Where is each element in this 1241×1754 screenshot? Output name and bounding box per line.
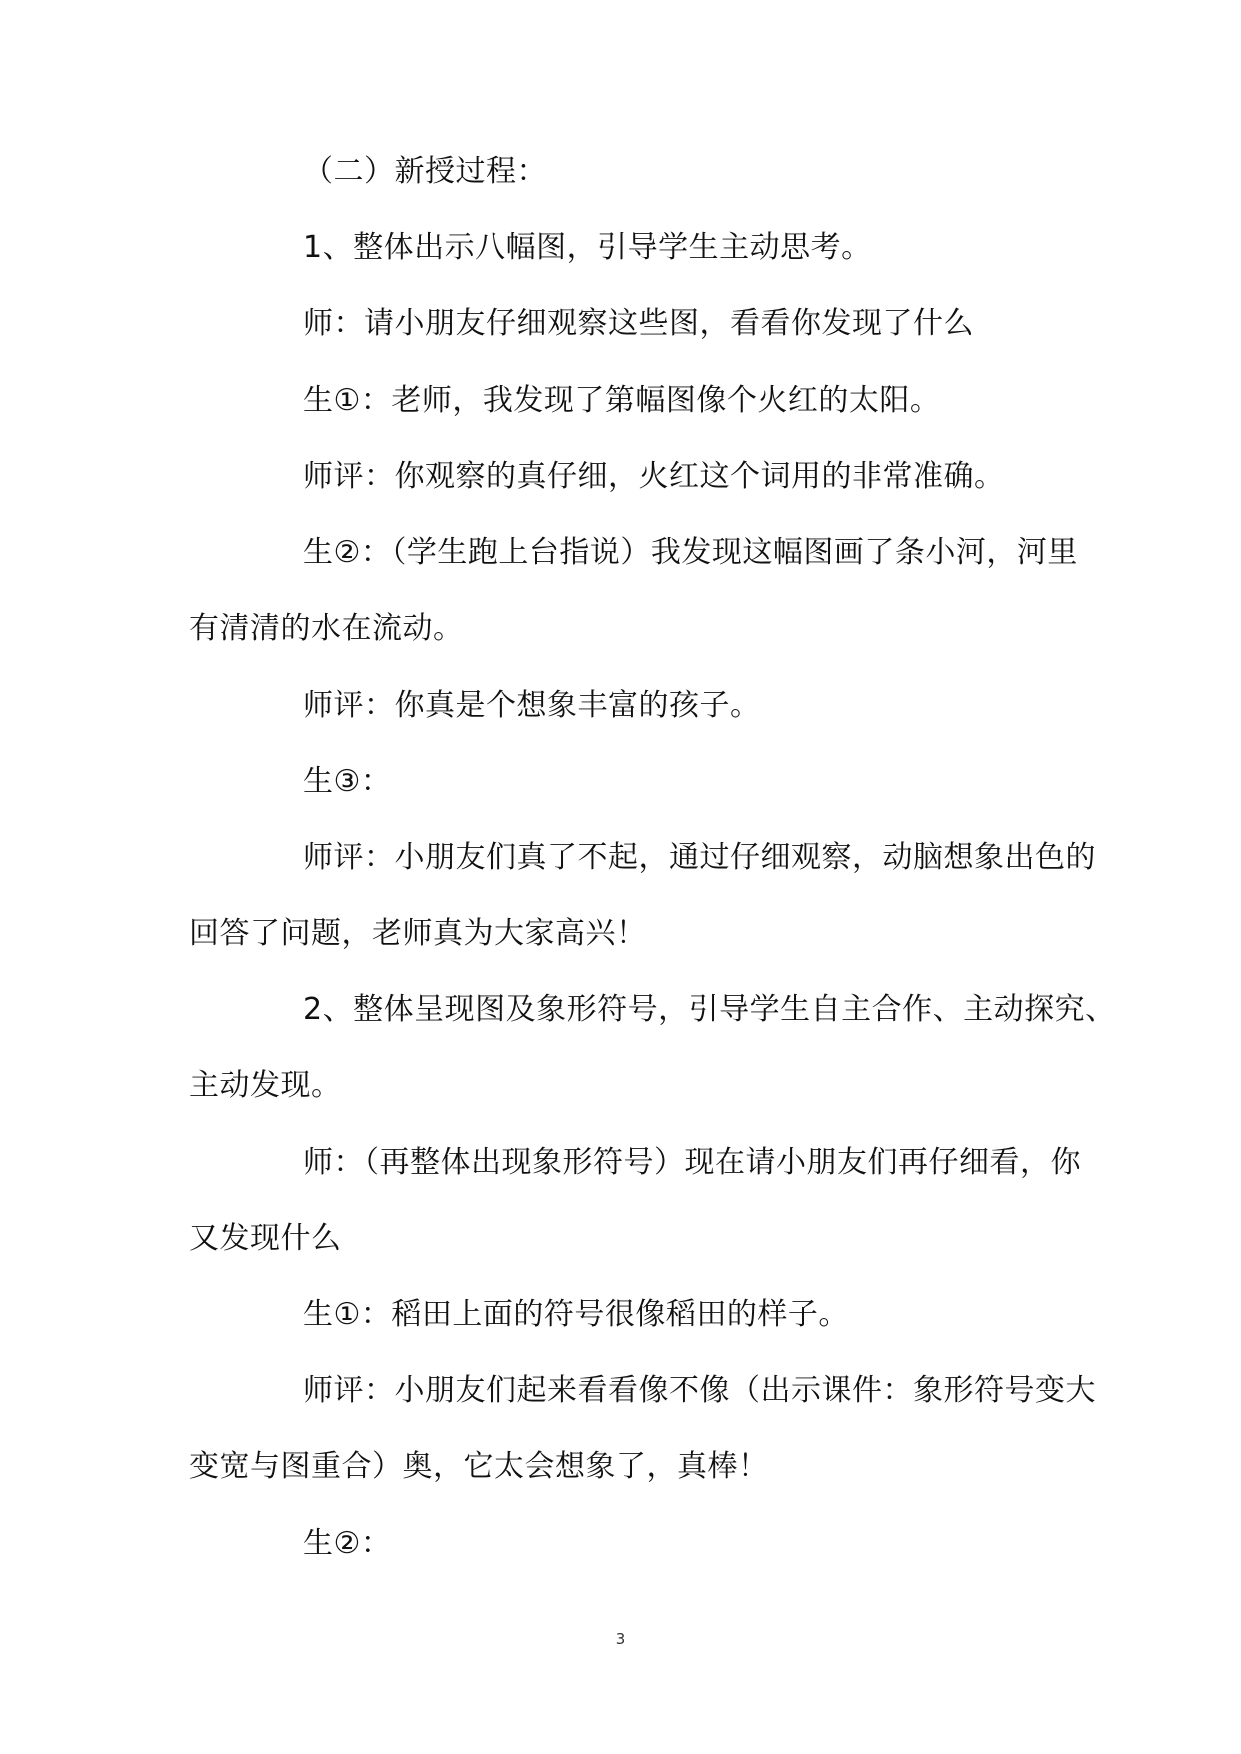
paragraph-line: 师评：你观察的真仔细，火红这个词用的非常准确。 <box>303 459 1005 494</box>
paragraph-line: 生①：稻田上面的符号很像稻田的样子。 <box>303 1297 849 1332</box>
paragraph-line: 师评：你真是个想象丰富的孩子。 <box>303 688 761 723</box>
paragraph-line: 回答了问题，老师真为大家高兴！ <box>189 916 647 951</box>
paragraph-line: 变宽与图重合）奥，它太会想象了，真棒！ <box>189 1449 769 1484</box>
paragraph-line: 生①：老师，我发现了第幅图像个火红的太阳。 <box>303 383 941 418</box>
paragraph-line: 师评：小朋友们起来看看像不像（出示课件：象形符号变大 <box>303 1373 1096 1408</box>
paragraph-line: 师：请小朋友仔细观察这些图，看看你发现了什么 <box>303 306 974 341</box>
paragraph-line: 生②： <box>303 1526 392 1561</box>
page-number: 3 <box>615 1630 626 1648</box>
paragraph-line: 师：（再整体出现象形符号）现在请小朋友们再仔细看，你 <box>303 1145 1081 1180</box>
paragraph-line: 师评：小朋友们真了不起，通过仔细观察，动脑想象出色的 <box>303 840 1096 875</box>
paragraph-line: 有清清的水在流动。 <box>189 611 464 646</box>
paragraph-line: 生③： <box>303 764 392 799</box>
paragraph-line: 生②：（学生跑上台指说）我发现这幅图画了条小河，河里 <box>303 535 1078 570</box>
section-heading: （二）新授过程： <box>303 154 547 189</box>
paragraph-line: 主动发现。 <box>189 1068 342 1103</box>
paragraph-line: 2、整体呈现图及象形符号，引导学生自主合作、主动探究、 <box>303 992 1116 1027</box>
paragraph-line: 又发现什么 <box>189 1221 342 1256</box>
paragraph-line: 1、整体出示八幅图，引导学生主动思考。 <box>303 230 872 265</box>
